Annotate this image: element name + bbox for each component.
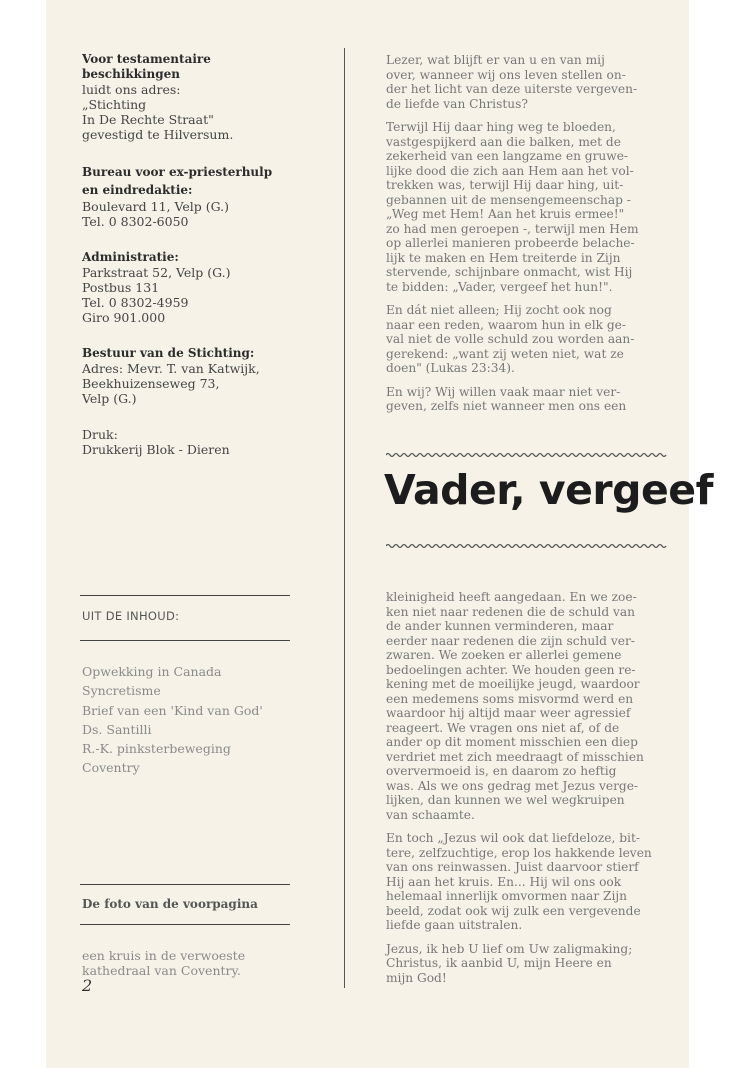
article-paragraph <box>386 385 671 414</box>
druk-block <box>82 427 302 457</box>
text-line: te bidden: „Vader, vergeef het hun!". <box>386 279 613 294</box>
divider <box>80 884 290 885</box>
administratie-heading: Administratie: <box>82 250 179 264</box>
text-line: kleinigheid heeft aangedaan. En we zoe- <box>386 590 637 604</box>
bestuur-block <box>82 346 302 406</box>
text-line: de liefde van Christus? <box>386 96 528 111</box>
administratie-line: Tel. 0 8302-4959 <box>82 295 189 310</box>
text-line: lijke dood die zich aan Hem aan het vol- <box>386 163 634 178</box>
article-paragraph <box>386 831 671 933</box>
bureau-line: Boulevard 11, Velp (G.) <box>82 199 229 214</box>
text-line: geven, zelfs niet wanneer men ons een <box>386 399 627 413</box>
foto-title: De foto van de voorpagina <box>82 897 258 911</box>
article-bottom <box>386 590 671 994</box>
text-line: „Weg met Hem! Aan het kruis ermee!" <box>386 207 625 221</box>
divider <box>80 924 290 925</box>
text-line: zekerheid van een langzame en gruwe- <box>386 149 629 163</box>
colophon <box>82 52 302 478</box>
text-line: van ons reinwassen. Juist daarvoor stierf <box>386 860 639 874</box>
testament-block <box>82 52 302 142</box>
text-line: lijken, dan kunnen we wel wegkruipen <box>386 793 625 807</box>
text-line: vastgespijkerd aan die balken, met de <box>386 134 621 149</box>
text-line: op allerlei manieren probeerde belache- <box>386 236 635 250</box>
column-rule <box>344 48 345 988</box>
inhoud-item: R.-K. pinksterbeweging <box>82 741 231 757</box>
inhoud-item: Ds. Santilli <box>82 721 152 737</box>
text-line: stervende, schijnbare onmacht, wist Hij <box>386 265 633 279</box>
testament-line: gevestigd te Hilversum. <box>82 127 234 142</box>
article-paragraph <box>386 120 671 294</box>
testament-line: In De Rechte Straat" <box>82 112 214 127</box>
foto-caption-line: een kruis in de verwoeste <box>82 948 246 963</box>
text-line: trekken was, terwijl Hij daar hing, uit- <box>386 178 624 192</box>
article-paragraph <box>386 303 671 376</box>
administratie-line: Parkstraat 52, Velp (G.) <box>82 265 231 280</box>
text-line: doen" (Lukas 23:34). <box>386 361 515 375</box>
bureau-heading: Bureau voor ex-priesterhulp <box>82 165 273 179</box>
text-line: ander op dit moment misschien een diep <box>386 735 638 749</box>
text-line: tere, zelfzuchtige, erop los hakkende leven <box>386 845 652 860</box>
text-line: liefde gaan uitstralen. <box>386 918 523 932</box>
druk-line: Druk: <box>82 427 118 442</box>
bureau-line: Tel. 0 8302-6050 <box>82 214 189 229</box>
text-line: verdriet met zich meedraagt of misschien <box>386 749 644 764</box>
text-line: zo had men geroepen -, terwijl men Hem <box>386 221 639 236</box>
inhoud-list <box>82 662 302 778</box>
text-line: over, wanneer wij ons leven stellen on- <box>386 67 626 82</box>
administratie-line: Giro 901.000 <box>82 310 166 325</box>
inhoud-item: Brief van een 'Kind van God' <box>82 702 263 718</box>
administratie-line: Postbus 131 <box>82 280 160 295</box>
text-line: bedoelingen achter. We houden geen re- <box>386 662 636 677</box>
testament-heading: Voor testamentaire <box>82 52 211 66</box>
text-line: Lezer, wat blijft er van u en van mij <box>386 53 605 67</box>
bestuur-line: Velp (G.) <box>82 391 137 406</box>
text-line: eerder naar redenen die zijn schuld ver- <box>386 633 635 648</box>
text-line: der het licht van deze uiterste vergeven- <box>386 82 638 96</box>
foto-caption-line: kathedraal van Coventry. <box>82 963 241 978</box>
text-line: lijk te maken en Hem treiterde in Zijn <box>386 250 621 265</box>
bestuur-line: Adres: Mevr. T. van Katwijk, <box>82 361 260 376</box>
wavy-rule-top <box>386 452 668 458</box>
text-line: oververmoeid is, en daarom zo heftig <box>386 764 617 778</box>
text-line: zwaren. We zoeken er allerlei gemene <box>386 648 622 662</box>
article-paragraph <box>386 942 671 986</box>
text-line: gebannen uit de mensengemeenschap - <box>386 192 631 207</box>
text-line: Jezus, ik heb U lief om Uw zaligmaking; <box>386 941 633 956</box>
text-line: kening met de moeilijke jeugd, waardoor <box>386 677 640 691</box>
testament-heading: beschikkingen <box>82 67 181 81</box>
text-line: Christus, ik aanbid U, mijn Heere en <box>386 956 612 970</box>
text-line: waardoor hij altijd maar weer agressief <box>386 706 631 720</box>
inhoud-title: UIT DE INHOUD: <box>82 609 180 623</box>
article-paragraph <box>386 590 671 822</box>
text-line: Hij aan het kruis. En... Hij wil ons ook <box>386 874 622 889</box>
text-line: helemaal innerlijk omvormen naar Zijn <box>386 889 628 903</box>
text-line: Terwijl Hij daar hing weg te bloeden, <box>386 120 616 134</box>
bestuur-heading: Bestuur van de Stichting: <box>82 346 255 360</box>
text-line: En toch „Jezus wil ook dat liefdeloze, bit- <box>386 831 640 845</box>
druk-line: Drukkerij Blok - Dieren <box>82 442 230 457</box>
article-title: Vader, vergeef <box>384 466 713 514</box>
text-line: naar een reden, waarom hun in elk ge- <box>386 317 626 332</box>
wavy-rule-bottom <box>386 543 668 549</box>
text-line: val niet de volle schuld zou worden aan- <box>386 332 635 346</box>
text-line: gerekend: „want zij weten niet, wat ze <box>386 346 624 361</box>
divider <box>80 595 290 596</box>
text-line: mijn God! <box>386 970 447 985</box>
article-paragraph <box>386 53 671 111</box>
text-line: was. Als we ons gedrag met Jezus verge- <box>386 778 639 793</box>
bureau-block <box>82 163 302 229</box>
text-line: beeld, zodat ook wij zulk een vergevende <box>386 903 641 918</box>
article-top <box>386 53 671 423</box>
text-line: En wij? Wij willen vaak maar niet ver- <box>386 384 621 399</box>
divider <box>80 640 290 641</box>
inhoud-item: Syncretisme <box>82 683 161 699</box>
inhoud-item: Opwekking in Canada <box>82 664 222 679</box>
testament-line: luidt ons adres: <box>82 82 181 97</box>
inhoud-item: Coventry <box>82 760 140 776</box>
text-line: ken niet naar redenen die de schuld van <box>386 604 635 619</box>
text-line: van schaamte. <box>386 807 475 822</box>
text-line: reageert. We vragen ons niet af, of de <box>386 720 620 735</box>
bestuur-line: Beekhuizenseweg 73, <box>82 376 220 391</box>
text-line: En dát niet alleen; Hij zocht ook nog <box>386 303 612 317</box>
text-line: een medemens soms misvormd werd en <box>386 691 634 706</box>
text-line: de ander kunnen verminderen, maar <box>386 619 614 633</box>
page-number: 2 <box>82 976 93 995</box>
bureau-heading: en eindredaktie: <box>82 183 193 197</box>
administratie-block <box>82 250 302 325</box>
testament-line: „Stichting <box>82 97 147 112</box>
foto-caption <box>82 948 245 978</box>
